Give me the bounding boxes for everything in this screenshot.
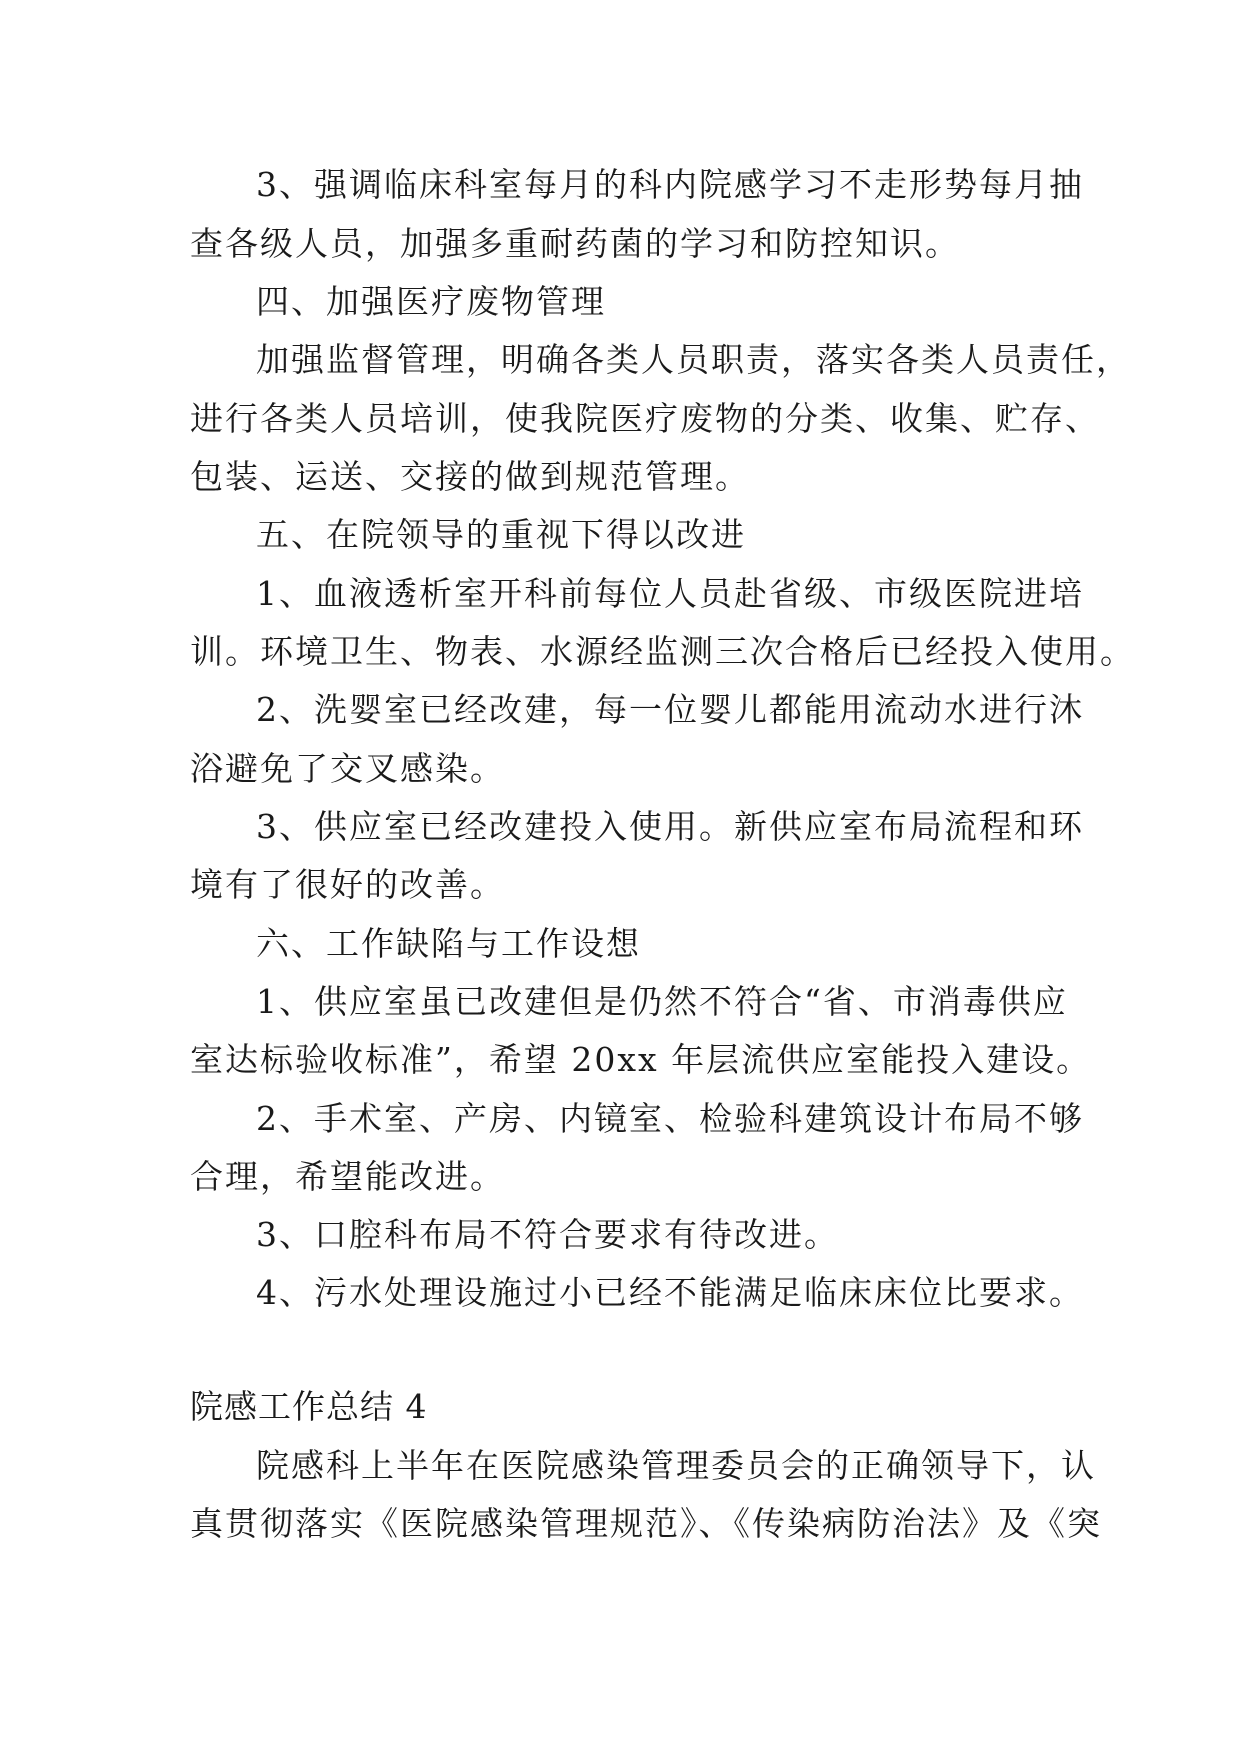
paragraph-line: 境有了很好的改善。 <box>190 865 505 904</box>
section-heading: 四、加强医疗废物管理 <box>256 282 606 321</box>
paragraph-line: 真贯彻落实《医院感染管理规范》、《传染病防治法》及《突 <box>190 1504 1102 1543</box>
paragraph-line: 2、洗婴室已经改建，每一位婴儿都能用流动水进行沐 <box>256 690 1084 729</box>
paragraph-line: 包装、运送、交接的做到规范管理。 <box>190 457 750 496</box>
paragraph-line: 2、手术室、产房、内镜室、检验科建筑设计布局不够 <box>256 1099 1084 1138</box>
paragraph-line: 训。环境卫生、物表、水源经监测三次合格后已经投入使用。 <box>190 632 1135 671</box>
section-heading: 六、工作缺陷与工作设想 <box>256 924 641 963</box>
paragraph-line: 3、口腔科布局不符合要求有待改进。 <box>256 1215 839 1254</box>
paragraph-line: 院感科上半年在医院感染管理委员会的正确领导下，认 <box>256 1446 1096 1485</box>
paragraph-line: 4、污水处理设施过小已经不能满足临床床位比要求。 <box>256 1273 1084 1312</box>
paragraph-line: 1、供应室虽已改建但是仍然不符合“省、市消毒供应 <box>256 982 1068 1021</box>
paragraph-line: 3、供应室已经改建投入使用。新供应室布局流程和环 <box>256 807 1084 846</box>
paragraph-line: 查各级人员，加强多重耐药菌的学习和防控知识。 <box>190 224 960 263</box>
paragraph-line: 进行各类人员培训，使我院医疗废物的分类、收集、贮存、 <box>190 399 1100 438</box>
paragraph-line: 3、强调临床科室每月的科内院感学习不走形势每月抽 <box>256 165 1084 204</box>
paragraph-line: 浴避免了交叉感染。 <box>190 749 505 788</box>
paragraph-line: 室达标验收标准”，希望 20xx 年层流供应室能投入建设。 <box>190 1040 1092 1079</box>
section-heading: 五、在院领导的重视下得以改进 <box>256 515 746 554</box>
section-title: 院感工作总结 4 <box>190 1387 428 1426</box>
paragraph-line: 加强监督管理，明确各类人员职责，落实各类人员责任， <box>256 340 1131 379</box>
paragraph-line: 1、血液透析室开科前每位人员赴省级、市级医院进培 <box>256 574 1084 613</box>
paragraph-line: 合理，希望能改进。 <box>190 1157 505 1196</box>
